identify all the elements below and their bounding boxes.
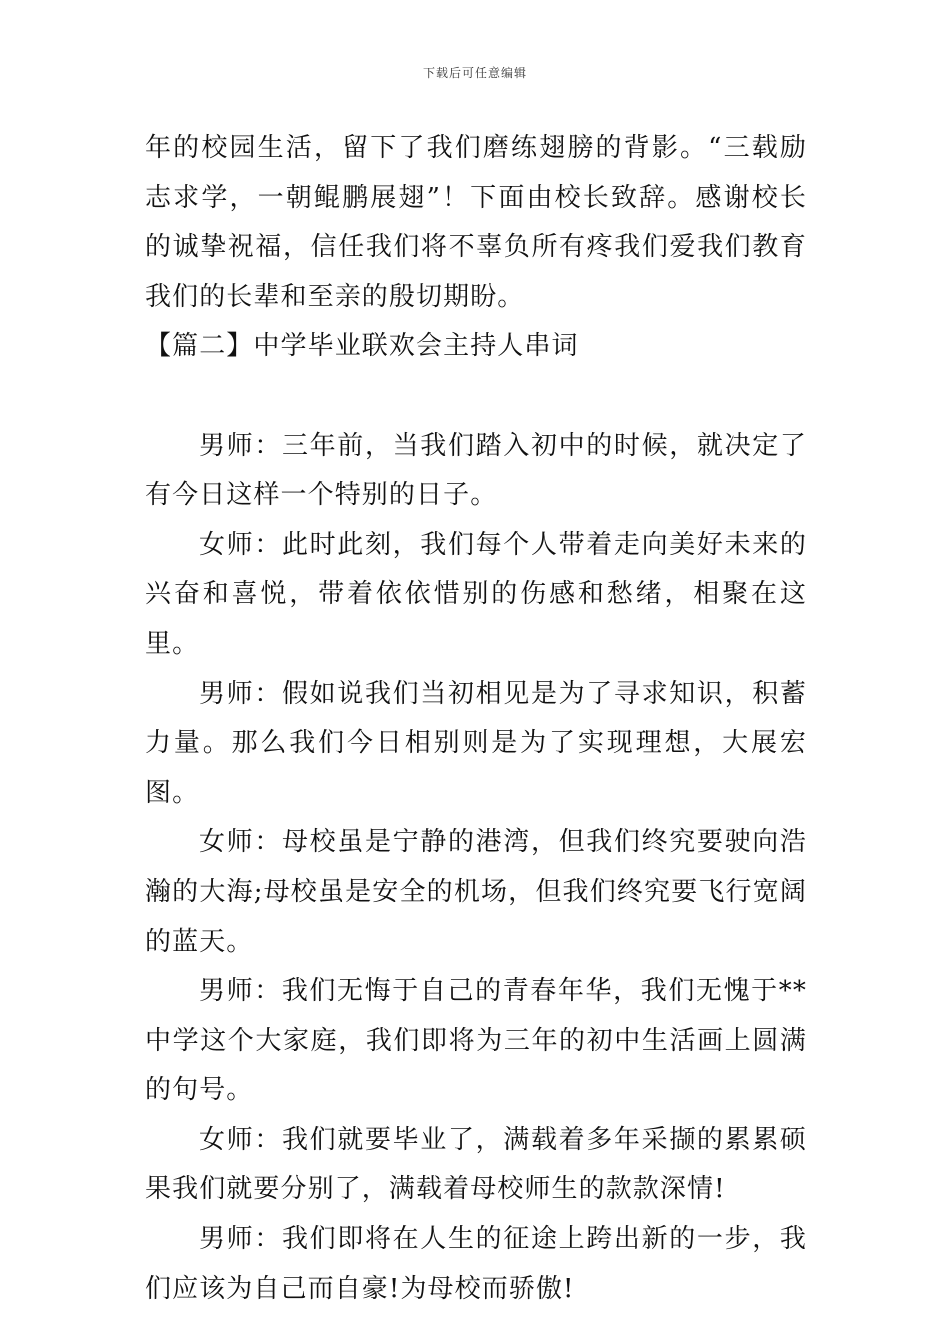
- dialogue-line: 女师：我们就要毕业了，满载着多年采撷的累累硕果我们就要分别了，满载着母校师生的款款深情!: [145, 1124, 807, 1205]
- dialogue-line: 男师：我们无悔于自己的青春年华，我们无愧于**中学这个大家庭，我们即将为三年的初中生活画上圆满的句号。: [145, 976, 807, 1106]
- dialogue-line: 男师：我们即将在人生的征途上跨出新的一步，我们应该为自己而自豪!为母校而骄傲!: [145, 1224, 807, 1304]
- dialogue-line: 男师：三年前，当我们踏入初中的时候，就决定了有今日这样一个特别的日子。: [145, 430, 807, 511]
- intro-paragraph: 年的校园生活，留下了我们磨练翅膀的背影。“三载励志求学，一朝鲲鹏展翅”！下面由校长致辞。感谢校长的诚挚祝福，信任我们将不辜负所有疼我们爱我们教育我们的长辈和至亲的殷切期盼。: [145, 133, 807, 312]
- section-title: 【篇二】中学毕业联欢会主持人串词: [145, 331, 579, 362]
- blank-line: [145, 372, 807, 422]
- document-body: [145, 124, 807, 1314]
- page-header: 下载后可任意编辑: [422, 66, 527, 80]
- dialogue-line: 男师：假如说我们当初相见是为了寻求知识，积蓄力量。那么我们今日相别则是为了实现理想，大展宏图。: [145, 678, 807, 808]
- dialogue-line: 女师：此时此刻，我们每个人带着走向美好未来的兴奋和喜悦，带着依依惜别的伤感和愁绪，相聚在这里。: [145, 529, 807, 659]
- dialogue-line: 女师：母校虽是宁静的港湾，但我们终究要驶向浩瀚的大海;母校虽是安全的机场，但我们终究要飞行宽阔的蓝天。: [145, 827, 807, 957]
